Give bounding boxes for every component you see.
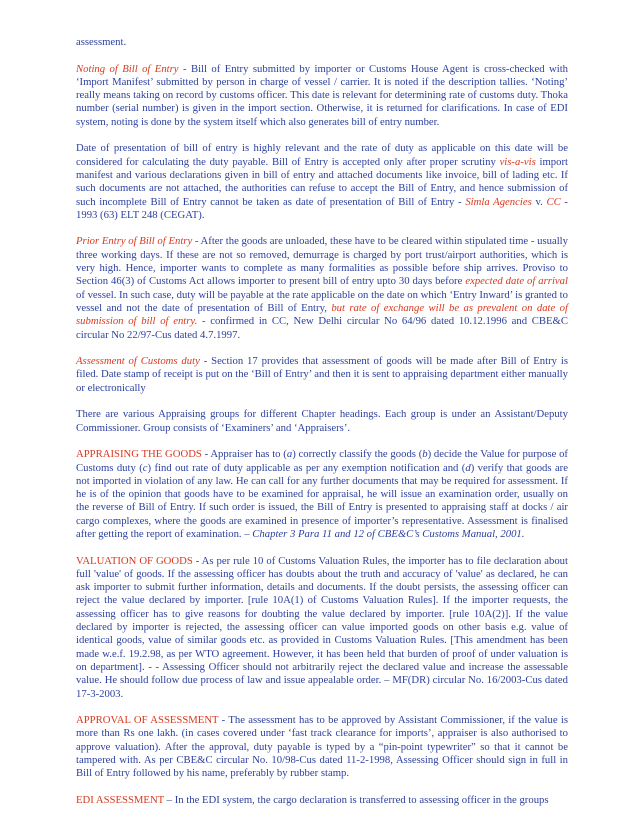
- text-run: - After the goods are unloaded, these have to be cleared within stipulated time - usually three working days. If these are not so removed, demurrage is charged by port trust/airport authorities, which is very high. Hence, importer wants to complete as many formalities as possible before ship arrives. Proviso to Section 46(3) of Customs Act allows importer to present bill of entry upto 30 days before: [76, 235, 568, 288]
- text-run: of vessel. In such case, duty will be payable at the rate applicable on the date on which ‘Entry Inward’ is granted to vessel and not the date of presentation of Bill of Entry,: [76, 288, 568, 314]
- text-run: a: [286, 448, 293, 461]
- heading-run: vis-a-vis: [499, 155, 536, 168]
- text-run: import manifest and various declarations given in bill of entry and attached documents like invoice, bill of lading etc. If such documents are not attached, the authorities can refuse to accept the Bill of Entry, and hence submission of such incomplete Bill of Entry cannot be taken as date of presentation of Bill of Entry -: [76, 155, 569, 208]
- heading-run: but rate of exchange will be as prevalent on date of submission of bill of entry.: [76, 301, 568, 328]
- text-run: ) correctly classify the goods (: [292, 448, 423, 461]
- heading-run: Noting of Bill of Entry: [76, 62, 179, 75]
- paragraph-p2: [76, 142, 568, 222]
- paragraph-p3: [76, 235, 568, 341]
- heading-run: APPRAISING THE GOODS: [76, 448, 202, 461]
- paragraph-p4: [76, 355, 568, 395]
- text-run: - The assessment has to be approved by Assistant Commissioner, if the value is more than Rs one lakh. (in cases covered under ‘fast track clearance for imports’, appraiser is also authorised to approve valuation). After the approval, duty payable is typed by a “pin-point typewriter” so that it cannot be tampered with. As per CBE&C circular No. 10/98-Cus dated 11-2-1998, Assessing Officer should sign in full in Bill of Entry followed by his name, preferably by rubber stamp.: [76, 714, 568, 780]
- paragraph-p1: [76, 63, 568, 129]
- text-run: - As per rule 10 of Customs Valuation Rules, the importer has to file declaration about full 'value' of goods. If the assessing officer has doubts about the truth and accuracy of 'value' as declared, he can ask importer to submit further information, details and documents. If the doubt persists, the assessing officer can reject the value declared by importer. [rule 10A(1) of Customs Valuation Rules]. If the importer requests, the assessing officer has to give reasons for doubting the value declared by importer. [rule 10A(2)]. If the value declared by importer is rejected, the assessing officer can value imported goods on other basis e.g. value of identical goods, value of similar goods etc. as provided in Customs Valuation Rules. [This amendment has been made w.e.f. 19.2.98, as per WTO agreement. However, it has been held that burden of proof of under valuation is on department]. - - Assessing Officer should not arbitrarily reject the declared value and increase the assessable value. He should follow due process of law and issue appealable order. – MF(DR) circular No. 16/2003-Cus dated 17-3-2003.: [76, 554, 568, 700]
- heading-run: APPROVAL OF ASSESSMENT: [76, 714, 219, 727]
- text-run: - Bill of Entry submitted by importer or Customs House Agent is cross-checked with ‘Import Manifest’ submitted by person in charge of vessel / carrier. It is noted if the description tallies. ‘Noting’ really means taking on record by customs officer. This date is relevant for determining rate of customs duty. Thoka number (serial number) is given in the import section. Otherwise, it is returned for clarifications. In case of EDI system, noting is done by the system itself which also generates bill of entry number.: [76, 62, 569, 128]
- text-run: - Appraiser has to (: [201, 448, 287, 461]
- text-run: - confirmed in CC, New Delhi circular No 64/96 dated 10.12.1996 and CBE&C circular No 22/97-Cus dated 4.7.1997.: [76, 315, 568, 341]
- text-run: b: [422, 448, 428, 461]
- heading-run: CC: [546, 195, 561, 208]
- text-run: Chapter 3 Para 11 and 12 of CBE&C’s Customs Manual, 2001.: [252, 527, 525, 540]
- paragraph-p6: [76, 448, 568, 541]
- text-run: There are various Appraising groups for different Chapter headings. Each group is under an Assistant/Deputy Commissioner. Group consists of ‘Examiners’ and ‘Appraisers’.: [76, 408, 568, 434]
- heading-run: Assessment of Customs duty: [76, 355, 200, 368]
- paragraph-p7: [76, 555, 568, 701]
- paragraph-p5: [76, 408, 568, 435]
- text-run: Date of presentation of bill of entry is highly relevant and the rate of duty as applicable on this date will be considered for calculating the duty payable. Bill of Entry is accepted only after proper scrutiny: [76, 142, 568, 168]
- text-run: v.: [531, 195, 547, 208]
- heading-run: Prior Entry of Bill of Entry: [76, 235, 193, 248]
- heading-run: VALUATION OF GOODS: [76, 554, 193, 567]
- heading-run: expected date of arrival: [465, 275, 568, 288]
- text-run: - Section 17 provides that assessment of goods will be made after Bill of Entry is filed. Date stamp of receipt is put on the ‘Bill of Entry’ and then it is sent to appraising department either manually or electronically: [76, 355, 569, 394]
- text-run: ) verify that goods are not imported in violation of any law. He can call for any further documents that may be required for assessment. If he is of the opinion that goods have to be examined for appraisal, he will issue an examination order, usually on the reverse of Bill of Entry. If such order is issued, the Bill of Entry is presented to appraising staff at docks / air cargo complexes, where the goods are examined in presence of importer’s representative. Assessment is finalised after getting the report of examination. –: [76, 461, 568, 540]
- text-run: assessment.: [76, 36, 127, 48]
- paragraph-p9: [76, 794, 568, 807]
- heading-run: Simla Agencies: [465, 195, 532, 208]
- text-run: ) decide the Value for purpose of Customs duty (: [76, 448, 568, 474]
- text-run: c: [142, 461, 148, 474]
- document-page: [76, 36, 568, 821]
- heading-run: EDI ASSESSMENT: [76, 793, 164, 806]
- text-run: ) find out rate of duty applicable as per any exemption notification and (: [147, 461, 466, 474]
- paragraph-p8: [76, 714, 568, 780]
- paragraph-p0: [76, 36, 568, 49]
- text-run: d: [465, 461, 471, 474]
- text-run: - 1993 (63) ELT 248 (CEGAT).: [76, 195, 568, 221]
- text-run: – In the EDI system, the cargo declaration is transferred to assessing officer in the groups: [164, 793, 549, 806]
